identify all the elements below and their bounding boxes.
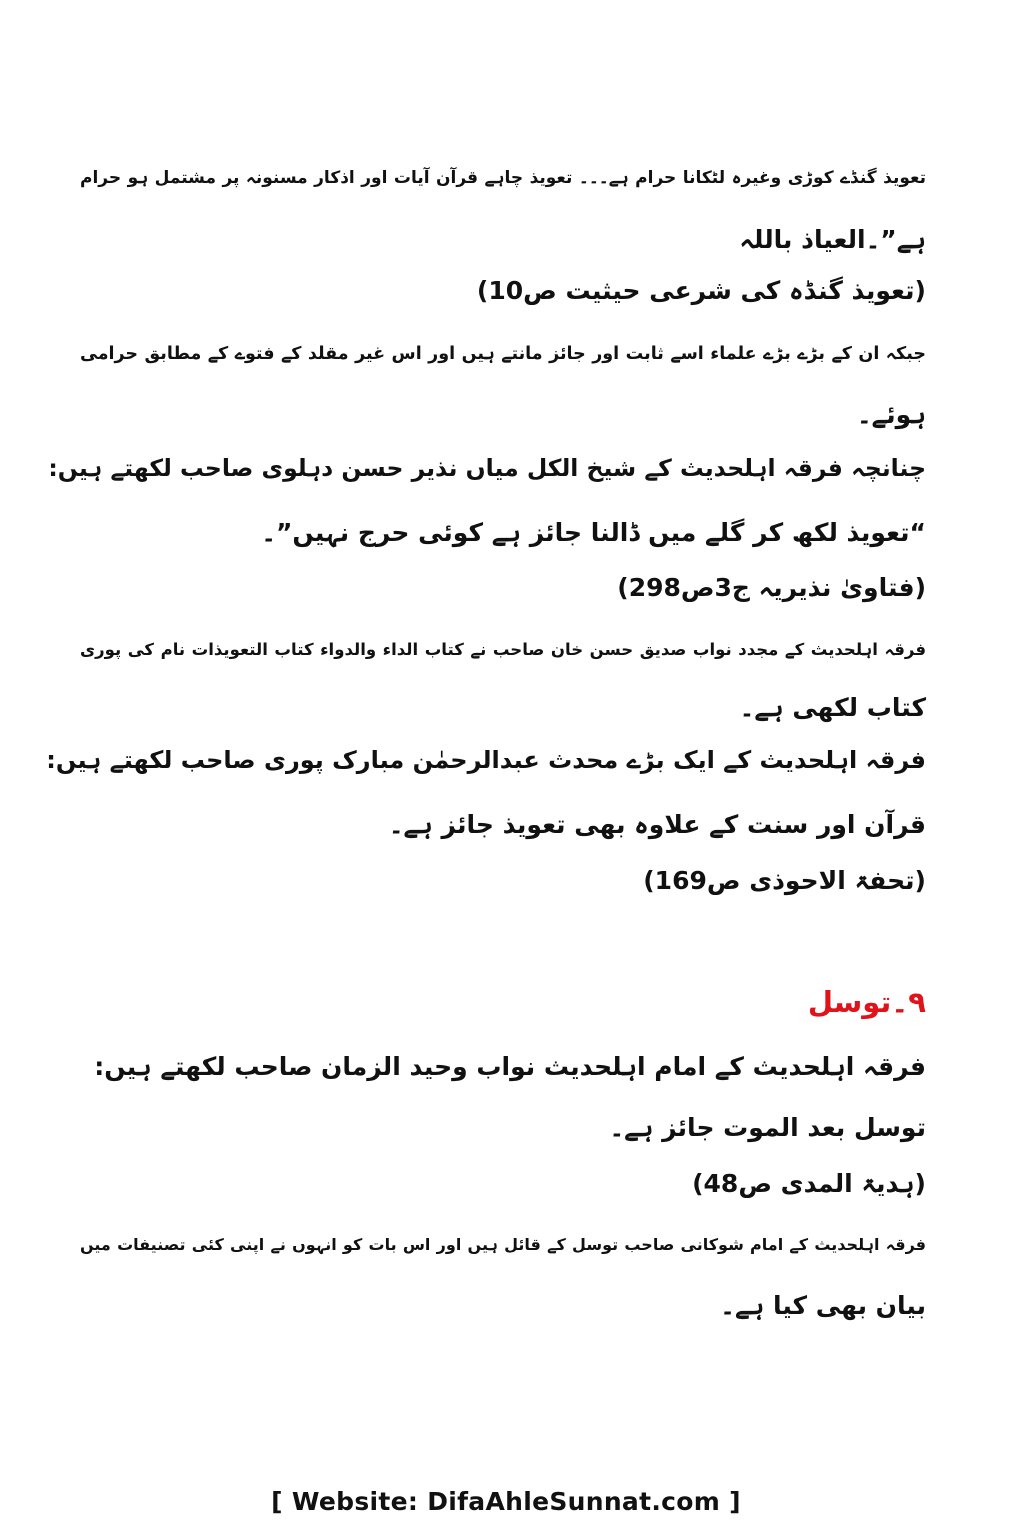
paragraph-line: ہے”۔العیاذ باللہ <box>739 225 926 254</box>
citation: (تحفۃ الاحوذی ص169) <box>643 866 926 895</box>
paragraph-line: فرقہ اہلحدیث کے امام شوکانی صاحب توسل کے قائل ہیں اور اس بات کو انہوں نے اپنی کئی تصنیفات میں <box>80 1235 926 1254</box>
paragraph-line: توسل بعد الموت جائز ہے۔ <box>609 1113 926 1142</box>
citation: (ہدیۃ المدی ص48) <box>692 1169 926 1198</box>
citation: (تعویذ گنڈہ کی شرعی حیثیت ص10) <box>476 276 926 305</box>
website-footer: [ Website: DifaAhleSunnat.com ] <box>271 1487 741 1516</box>
paragraph-line: کتاب لکھی ہے۔ <box>739 693 926 722</box>
paragraph-line: جبکہ ان کے بڑے بڑے علماء اسے ثابت اور جائز مانتے ہیں اور اس غیر مقلد کے فتوے کے مطابق حرامی <box>80 344 926 364</box>
paragraph-line: چنانچہ فرقہ اہلحدیث کے شیخ الکل میاں نذیر حسن دہلوی صاحب لکھتے ہیں: <box>48 454 926 482</box>
paragraph-line: فرقہ اہلحدیث کے امام اہلحدیث نواب وحید الزمان صاحب لکھتے ہیں: <box>94 1052 926 1081</box>
paragraph-line: فرقہ اہلحدیث کے مجدد نواب صدیق حسن خان صاحب نے کتاب الداء والدواء کتاب التعویذات نام کی پوری <box>80 640 926 659</box>
paragraph-line: قرآن اور سنت کے علاوہ بھی تعویذ جائز ہے۔ <box>388 810 926 839</box>
paragraph-line: بیان بھی کیا ہے۔ <box>720 1291 926 1320</box>
paragraph-line: ہوئے۔ <box>856 400 926 429</box>
paragraph-line: فرقہ اہلحدیث کے ایک بڑے محدث عبدالرحمٰن مبارک پوری صاحب لکھتے ہیں: <box>46 746 926 774</box>
section-heading: ۹۔توسل <box>807 985 926 1019</box>
quote-line: “تعویذ لکھ کر گلے میں ڈالنا جائز ہے کوئی حرج نہیں”۔ <box>261 518 926 547</box>
citation: (فتاویٰ نذیریہ ج3ص298) <box>617 573 926 602</box>
paragraph-line: تعویذ گنڈے کوڑی وغیرہ لٹکانا حرام ہے۔۔۔ تعویذ چاہے قرآن آیات اور اذکار مسنونہ پر مشتمل ہو حرام <box>80 168 926 188</box>
